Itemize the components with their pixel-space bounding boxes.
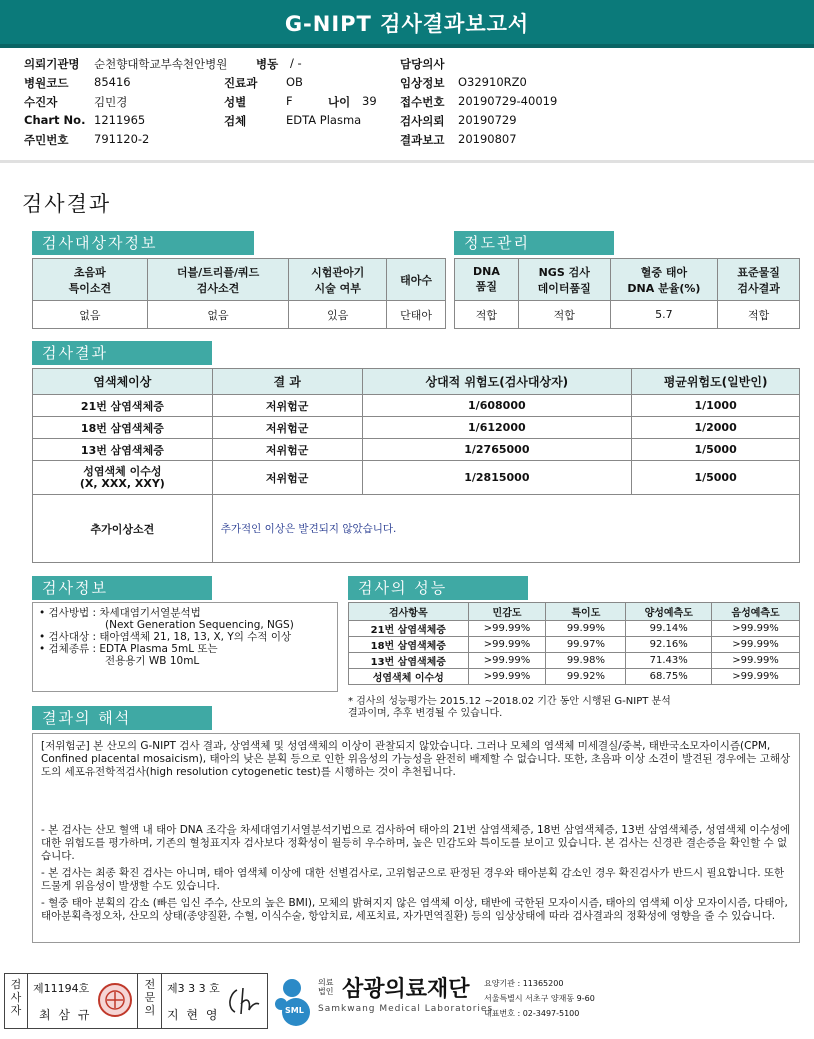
perf-cell: 71.43% xyxy=(626,653,712,669)
age-value: 39 xyxy=(362,94,377,108)
perf-cell: 92.16% xyxy=(626,637,712,653)
perf-header: 양성예측도 xyxy=(626,603,712,621)
qc-header: NGS 검사 데이터품질 xyxy=(518,259,610,301)
dept-label: 진료과 xyxy=(224,76,258,90)
perf-cell: >99.99% xyxy=(468,621,546,637)
subject-value: 김민경 xyxy=(94,95,128,109)
perf-cell: >99.99% xyxy=(468,669,546,685)
chromosome-name: 21번 삼염색체증 xyxy=(33,395,213,417)
results-table xyxy=(32,368,800,563)
risk-result: 저위험군 xyxy=(212,417,362,439)
clinical-label: 임상정보 xyxy=(400,76,445,90)
test-info-line: • 검체종류 : EDTA Plasma 5mL 또는 xyxy=(39,643,218,655)
average-risk: 1/1000 xyxy=(632,395,800,417)
perf-cell: 99.98% xyxy=(546,653,626,669)
perf-cell: >99.99% xyxy=(712,653,800,669)
divider xyxy=(0,160,814,163)
interpretation-paragraph: - 본 검사는 산모 혈액 내 태아 DNA 조각을 차세대염기서열분석기법으로 검사하여 태아의 21번 삼염색체증, 18번 삼염색체증, 13번 삼염색체증, 성염색체 이수성에 대한 위험도를 평가하며, 기존의 혈청표지자 검사보다 정확성이 월등히 우수하며, 높은 민감도와 특이도를 보이고 있습니다. 본 검사는 신경관 결손증을 확인할 수 없습니다. xyxy=(41,824,790,862)
perf-cell: >99.99% xyxy=(712,669,800,685)
inspector-number: 제11194호 xyxy=(33,982,90,995)
institution-label: 의뢰기관명 xyxy=(24,57,80,71)
results-header: 염색체이상 xyxy=(33,369,213,395)
relative-risk: 1/2815000 xyxy=(362,461,632,495)
signature-box xyxy=(4,973,268,1029)
perf-cell: 68.75% xyxy=(626,669,712,685)
perf-cell: >99.99% xyxy=(712,637,800,653)
corp-label: 의료 법인 xyxy=(318,978,334,996)
perf-cell: 성염색체 이수성 xyxy=(349,669,469,685)
subject-info-table xyxy=(32,258,446,329)
hospital-code-label: 병원코드 xyxy=(24,76,69,90)
corp-phone: 대표번호 : 02-3497-5100 xyxy=(484,1009,580,1018)
report-title: G-NIPT 검사결과보고서 xyxy=(0,0,814,48)
risk-result: 저위험군 xyxy=(212,439,362,461)
extra-findings-label: 추가이상소견 xyxy=(33,495,213,563)
perf-header: 특이도 xyxy=(546,603,626,621)
chromosome-name: 13번 삼염색체증 xyxy=(33,439,213,461)
specimen-label: 검체 xyxy=(224,114,247,128)
test-info-line: • 검사방법 : 차세대염기서열분석법 xyxy=(39,607,201,619)
relative-risk: 1/2765000 xyxy=(362,439,632,461)
perf-header: 민감도 xyxy=(468,603,546,621)
risk-result: 저위험군 xyxy=(212,395,362,417)
perf-cell: >99.99% xyxy=(468,637,546,653)
test-info-line: (Next Generation Sequencing, NGS) xyxy=(105,619,294,631)
subject-header: 더블/트리플/쿼드 검사소견 xyxy=(147,259,289,301)
subject-value: 단태아 xyxy=(387,301,446,329)
corp-english-name: Samkwang Medical Laboratories xyxy=(318,1004,494,1014)
tab-qc: 정도관리 xyxy=(454,231,614,255)
ward-value: / - xyxy=(290,56,302,70)
perf-cell: 99.92% xyxy=(546,669,626,685)
receipt-label: 접수번호 xyxy=(400,95,445,109)
perf-cell: 99.14% xyxy=(626,621,712,637)
request-value: 20190729 xyxy=(458,113,517,127)
specialist-number: 제3 3 3 호 xyxy=(167,982,220,995)
interpretation-paragraph: - 본 검사는 최종 확진 검사는 아니며, 태아 염색체 이상에 대한 선별검사로, 고위험군으로 판정된 경우와 태아분획 감소인 경우 확진검사가 반드시 필요합니다. 또한 드물게 위음성이 발생할 수도 있습니다. xyxy=(41,867,785,892)
rrn-value: 791120-2 xyxy=(94,132,150,146)
chart-value: 1211965 xyxy=(94,113,146,127)
specimen-value: EDTA Plasma xyxy=(286,113,362,127)
rrn-label: 주민번호 xyxy=(24,133,69,147)
clinical-value: O32910RZ0 xyxy=(458,75,527,89)
tab-performance: 검사의 성능 xyxy=(348,576,528,600)
tab-results: 검사결과 xyxy=(32,341,212,365)
corp-name: 삼광의료재단 xyxy=(342,977,470,1002)
qc-value: 적합 xyxy=(455,301,519,329)
tab-interpretation: 결과의 해석 xyxy=(32,706,212,730)
relative-risk: 1/612000 xyxy=(362,417,632,439)
performance-note: * 검사의 성능평가는 2015.12 ~2018.02 기간 동안 시행된 G-NIPT 분석 결과이며, 추후 변경될 수 있습니다. xyxy=(348,696,671,719)
average-risk: 1/5000 xyxy=(632,461,800,495)
subject-header: 시험관아기 시술 여부 xyxy=(289,259,387,301)
qc-table xyxy=(454,258,800,329)
sml-logo-text: SML xyxy=(285,1006,304,1015)
subject-header: 초음파 특이소견 xyxy=(33,259,148,301)
chart-label: Chart No. xyxy=(24,113,86,127)
perf-header: 음성예측도 xyxy=(712,603,800,621)
specialist-label: 전 문 의 xyxy=(144,978,156,1017)
perf-cell: 21번 삼염색체증 xyxy=(349,621,469,637)
subject-value: 없음 xyxy=(33,301,148,329)
qc-header: DNA 품질 xyxy=(455,259,519,301)
results-header: 결 과 xyxy=(212,369,362,395)
subject-value: 없음 xyxy=(147,301,289,329)
chromosome-name: 18번 삼염색체증 xyxy=(33,417,213,439)
inspector-label: 검 사 자 xyxy=(10,978,22,1017)
tab-subject-info: 검사대상자정보 xyxy=(32,231,254,255)
perf-cell: 99.97% xyxy=(546,637,626,653)
perf-cell: 13번 삼염색체증 xyxy=(349,653,469,669)
average-risk: 1/2000 xyxy=(632,417,800,439)
patient-info xyxy=(24,56,804,151)
qc-value: 적합 xyxy=(518,301,610,329)
specialist-name: 지 현 영 xyxy=(167,1008,220,1022)
average-risk: 1/5000 xyxy=(632,439,800,461)
relative-risk: 1/608000 xyxy=(362,395,632,417)
test-info-line: • 검사대상 : 태아염색체 21, 18, 13, X, Y의 수적 이상 xyxy=(39,631,292,643)
subject-label: 수진자 xyxy=(24,95,58,109)
request-label: 검사의뢰 xyxy=(400,114,445,128)
qc-value: 적합 xyxy=(718,301,800,329)
receipt-value: 20190729-40019 xyxy=(458,94,558,108)
qc-value: 5.7 xyxy=(610,301,718,329)
report-value: 20190807 xyxy=(458,132,517,146)
interpretation-box xyxy=(32,733,800,943)
sml-logo-icon xyxy=(272,976,316,1028)
performance-table xyxy=(348,602,800,685)
test-info-box xyxy=(32,602,338,692)
perf-cell: 99.99% xyxy=(546,621,626,637)
corp-address: 서울특별시 서초구 양재동 9-60 xyxy=(484,994,595,1003)
hospital-code-value: 85416 xyxy=(94,75,131,89)
perf-cell: >99.99% xyxy=(712,621,800,637)
qc-header: 혈중 태아 DNA 분율(%) xyxy=(610,259,718,301)
seal-stamp-icon xyxy=(97,982,133,1018)
subject-value: 있음 xyxy=(289,301,387,329)
perf-cell: >99.99% xyxy=(468,653,546,669)
tab-test-info: 검사정보 xyxy=(32,576,212,600)
extra-findings-text: 추가적인 이상은 발견되지 않았습니다. xyxy=(212,495,799,563)
perf-header: 검사항목 xyxy=(349,603,469,621)
institution-value: 순천향대학교부속천안병원 xyxy=(94,57,228,71)
test-info-line: 전용용기 WB 10mL xyxy=(105,655,200,667)
chromosome-name: 성염색체 이수성 (X, XXX, XXY) xyxy=(33,461,213,495)
section-title: 검사결과 xyxy=(22,192,112,216)
inspector-name: 최 삼 규 xyxy=(39,1008,92,1022)
interpretation-paragraph: [저위험군] 본 산모의 G-NIPT 검사 결과, 상염색체 및 성염색체의 이상이 관찰되지 않았습니다. 그러나 모체의 염색체 미세결실/중복, 태반국소모자이시즘(CPM, Confined placental mosaicism), 태아의 낮은 분획 등으로 인한 위음성의 가능성을 완전히 배제할 수 없습니다. 또한, 초음파 이상 소견이 발견된 경우에는 고해상도의 세포유전학적검사(high resolution cytogenetic test)를 시행하는 것이 추천됩니다. xyxy=(41,740,791,778)
signature-icon xyxy=(223,984,263,1020)
results-header: 상대적 위험도(검사대상자) xyxy=(362,369,632,395)
report-label: 결과보고 xyxy=(400,133,445,147)
sex-label: 성별 xyxy=(224,95,247,109)
dept-value: OB xyxy=(286,75,303,89)
subject-header: 태아수 xyxy=(387,259,446,301)
perf-cell: 18번 삼염색체증 xyxy=(349,637,469,653)
results-header: 평균위험도(일반인) xyxy=(632,369,800,395)
sex-value: F xyxy=(286,94,293,108)
ward-label: 병동 xyxy=(256,57,279,71)
risk-result: 저위험군 xyxy=(212,461,362,495)
age-label: 나이 xyxy=(328,95,351,109)
doctor-label: 담당의사 xyxy=(400,57,445,71)
interpretation-paragraph: - 혈중 태아 분획의 감소 (빠른 임신 주수, 산모의 높은 BMI), 모체의 밝혀지지 않은 염색체 이상, 태반에 국한된 모자이시즘, 태아의 염색체 이상 모자이시즘, 다태아, 태아분획측정오차, 산모의 상태(종양질환, 수혈, 이식수술, 항암치료, 세포치료, 자가면역질환) 등의 임상상태에 따라 검사결과의 정확성에 영향을 줄 수 있습니다. xyxy=(41,897,788,922)
license-number: 요양기관 : 11365200 xyxy=(484,979,564,988)
qc-header: 표준물질 검사결과 xyxy=(718,259,800,301)
